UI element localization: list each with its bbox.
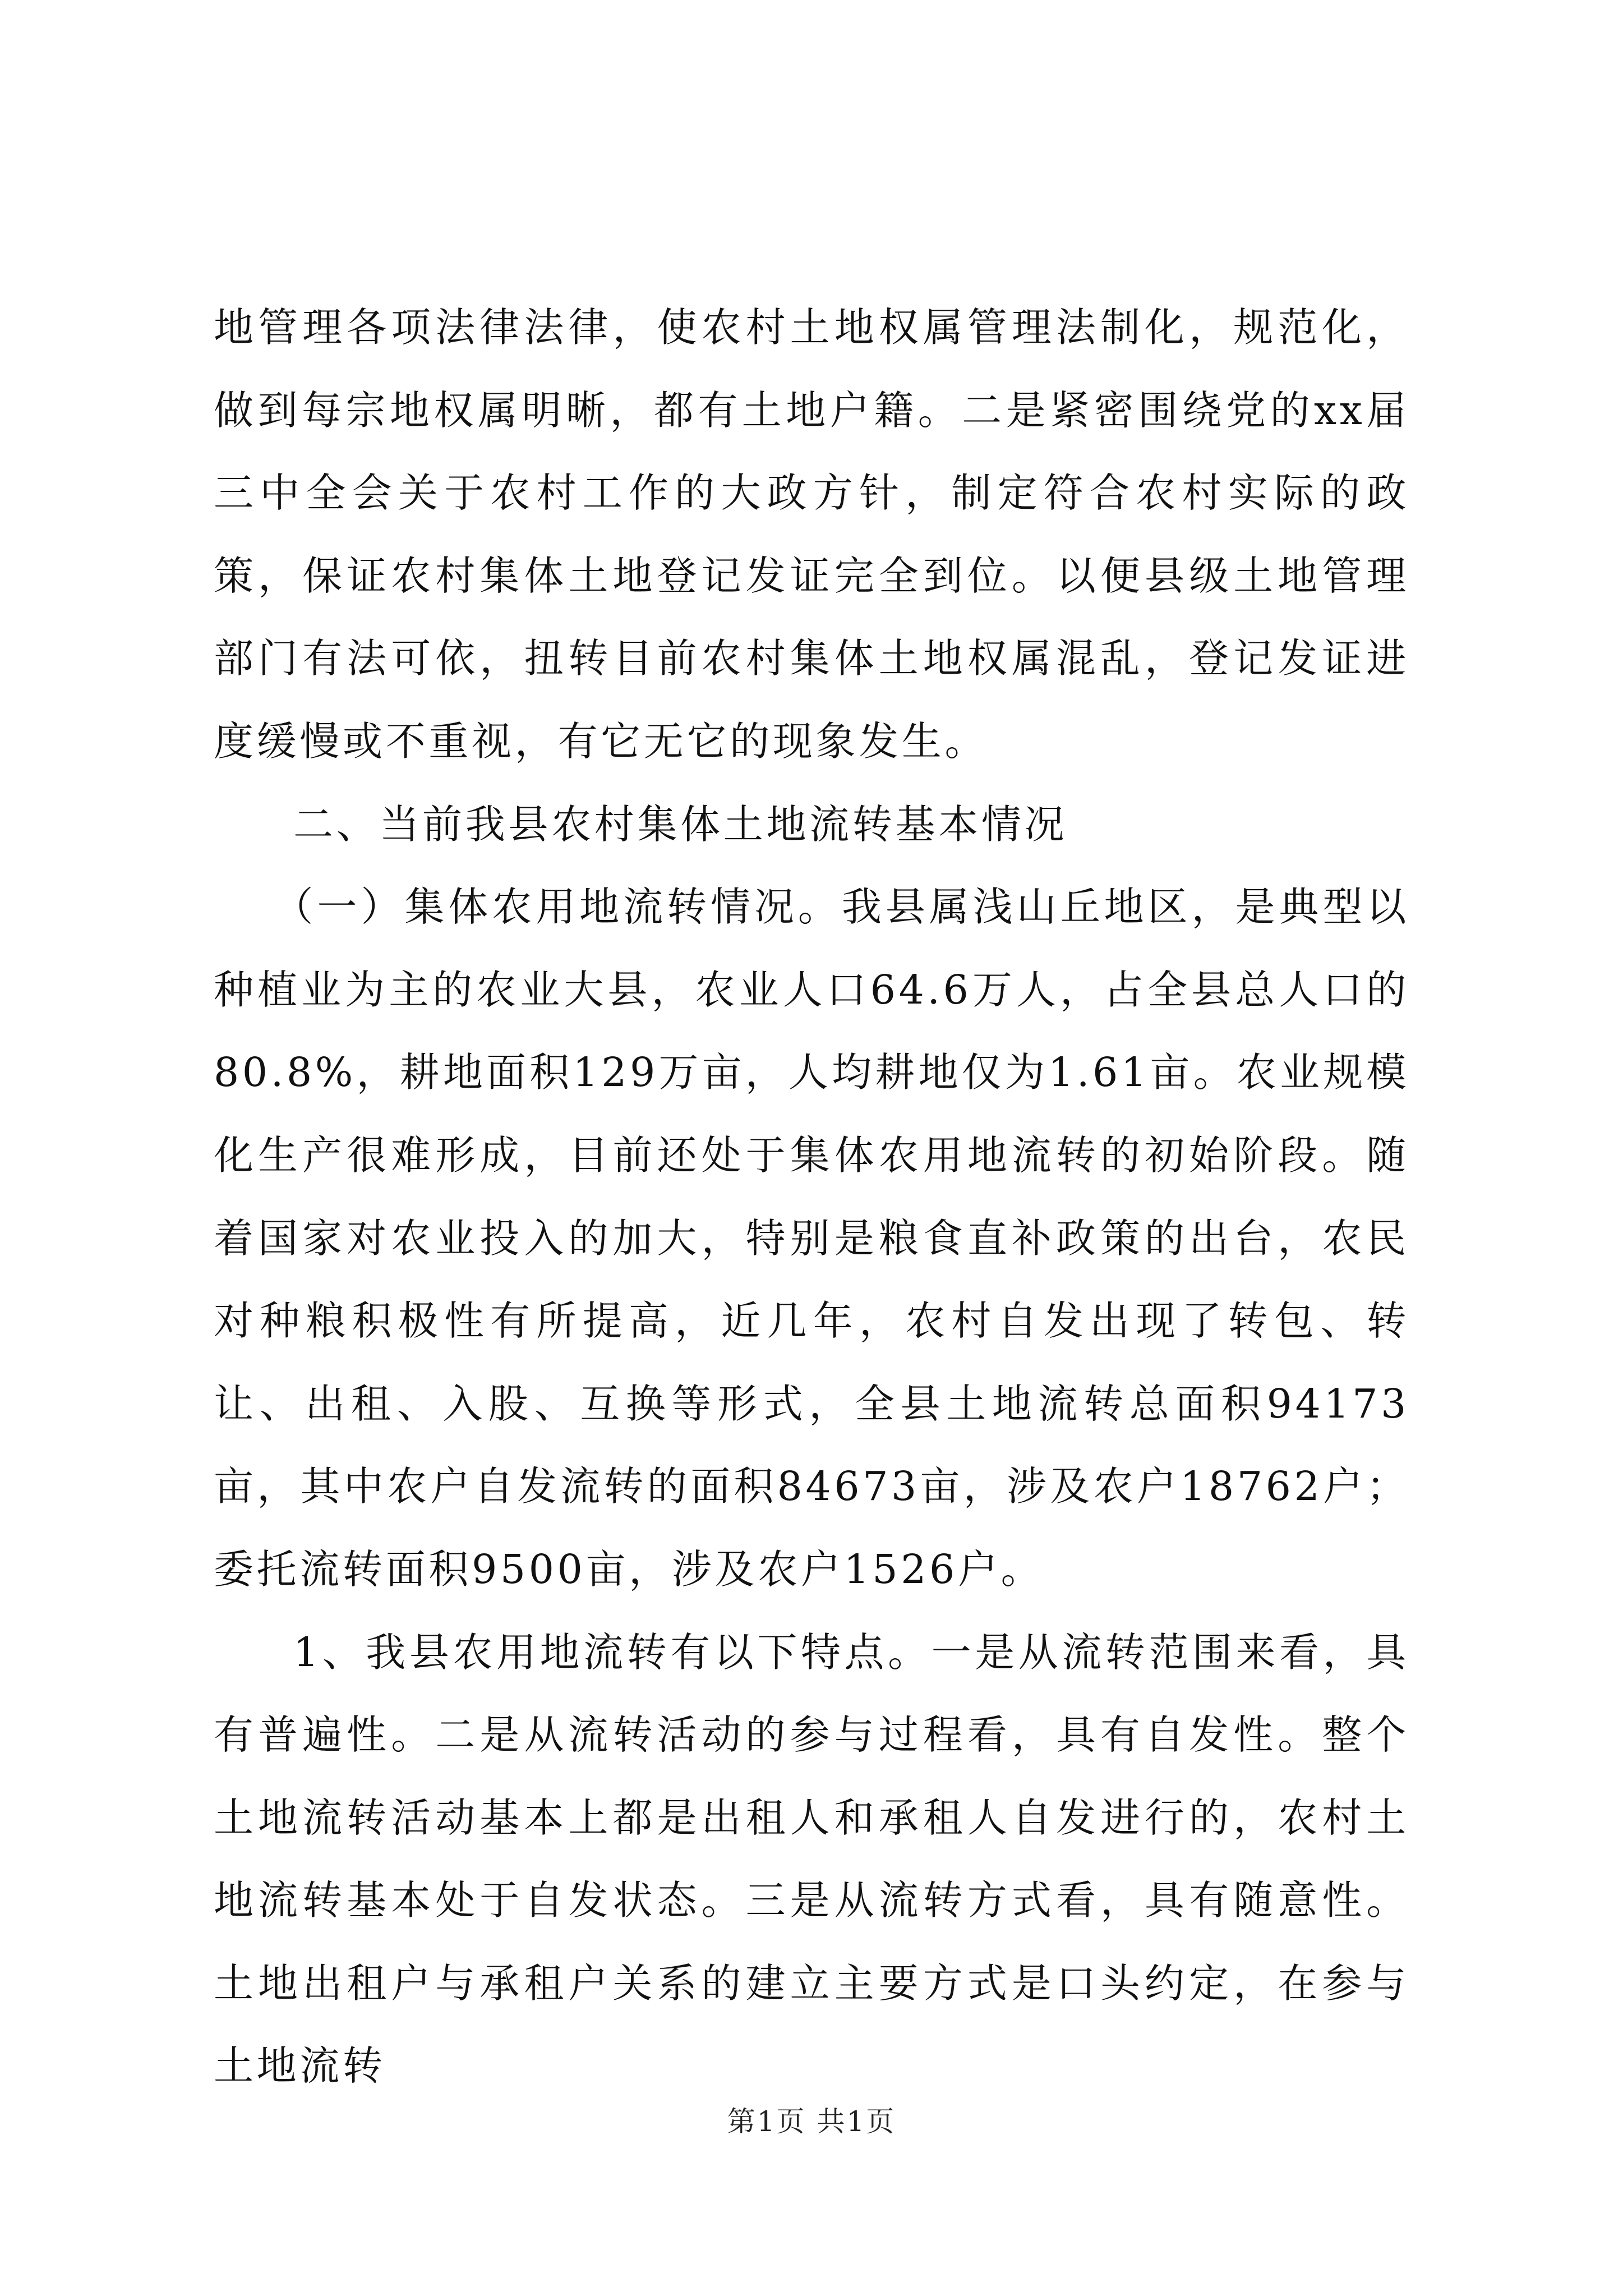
section-heading: 二、当前我县农村集体土地流转基本情况 (293, 800, 1068, 848)
page-footer: 第1页 共1页 (727, 2105, 896, 2138)
paragraph-land-management: 地管理各项法律法律，使农村土地权属管理法制化，规范化，做到每宗地权属明晰，都有土地户籍。二是紧密围绕党的xx届三中全会关于农村工作的大政方针，制定符合农村实际的政策，保证农村集体土地登记发证完全到位。以便县级土地管理部门有法可依，扭转目前农村集体土地权属混乱，登记发证进度缓慢或不重视，有它无它的现象发生。 (214, 304, 1409, 765)
paragraph-transfer-features: 1、我县农用地流转有以下特点。一是从流转范围来看，具有普遍性。二是从流转活动的参与过程看，具有自发性。整个土地流转活动基本上都是出租人和承租人自发进行的，农村土地流转基本处于自发状态。三是从流转方式看，具有随意性。土地出租户与承租户关系的建立主要方式是口头约定，在参与土地流转 (214, 1628, 1409, 2090)
paragraph-farmland-transfer: （一）集体农用地流转情况。我县属浅山丘地区，是典型以种植业为主的农业大县，农业人口64.6万人，占全县总人口的80.8%，耕地面积129万亩，人均耕地仅为1.61亩。农业规模化生产很难形成，目前还处于集体农用地流转的初始阶段。随着国家对农业投入的加大，特别是粮食直补政策的出台，农民对种粮积极性有所提高，近几年，农村自发出现了转包、转让、出租、入股、互换等形式，全县土地流转总面积94173亩，其中农户自发流转的面积84673亩，涉及农户18762户；委托流转面积9500亩，涉及农户1526户。 (214, 884, 1409, 1593)
document-body (214, 286, 1409, 2108)
